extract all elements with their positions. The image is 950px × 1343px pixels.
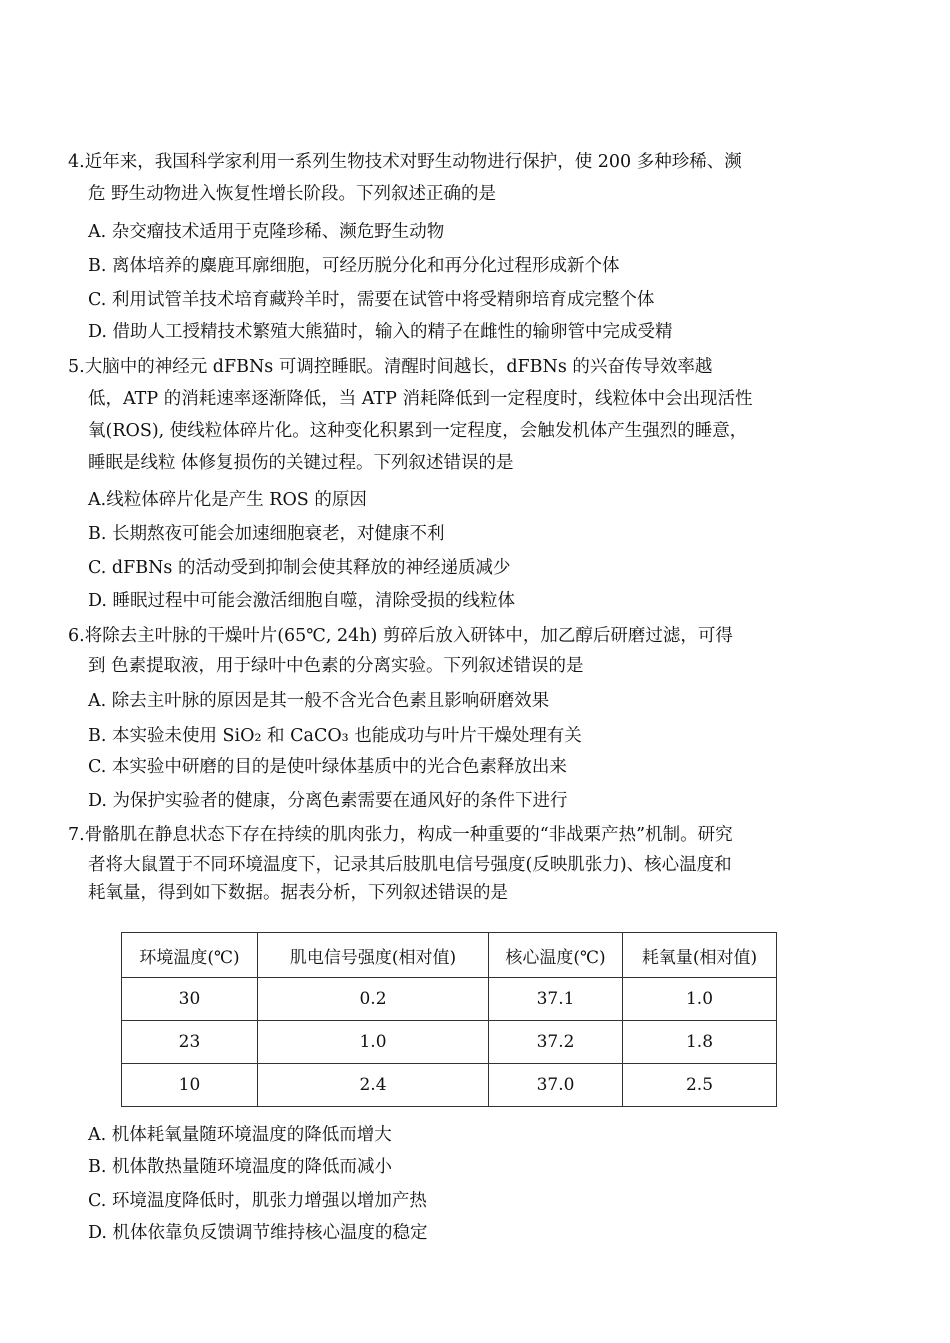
table-cell: 1.0 [623,978,777,1021]
table-cell: 1.8 [623,1021,777,1064]
option-d: D. 为保护实验者的健康，分离色素需要在通风好的条件下进行 [88,791,568,811]
option-b: B. 离体培养的麋鹿耳廓细胞，可经历脱分化和再分化过程形成新个体 [88,256,620,276]
question-stem-line: 7.骨骼肌在静息状态下存在持续的肌肉张力，构成一种重要的“非战栗产热”机制。研究 [68,825,733,845]
table-header-cell: 环境温度(℃) [122,933,258,978]
question-stem-line: 低，ATP 的消耗速率逐渐降低，当 ATP 消耗降低到一定程度时，线粒体中会出现活性 [88,389,753,409]
option-a: A. 杂交瘤技术适用于克隆珍稀、濒危野生动物 [88,222,445,242]
table-cell: 0.2 [258,978,489,1021]
table-cell: 10 [122,1064,258,1107]
table-cell: 30 [122,978,258,1021]
table-cell: 37.0 [489,1064,623,1107]
option-c: C. 利用试管羊技术培育藏羚羊时，需要在试管中将受精卵培育成完整个体 [88,290,655,310]
table-cell: 37.1 [489,978,623,1021]
table-row [122,1021,777,1064]
table-header-row [122,933,777,978]
question-stem-line: 氧(ROS), 使线粒体碎片化。这种变化积累到一定程度，会触发机体产生强烈的睡意， [88,421,748,441]
table-header-cell: 核心温度(℃) [489,933,623,978]
question-stem-line: 睡眠是线粒 体修复损伤的关键过程。下列叙述错误的是 [88,453,514,473]
table-cell: 2.4 [258,1064,489,1107]
table-cell: 1.0 [258,1021,489,1064]
question-stem-line: 5.大脑中的神经元 dFBNs 可调控睡眠。清醒时间越长，dFBNs 的兴奋传导效率越 [68,357,713,377]
data-table [121,932,777,1107]
question-stem-line: 者将大鼠置于不同环境温度下，记录其后肢肌电信号强度(反映肌张力)、核心温度和 [88,855,732,875]
option-d: D. 睡眠过程中可能会激活细胞自噬，清除受损的线粒体 [88,591,516,611]
option-d: D. 机体依靠负反馈调节维持核心温度的稳定 [88,1223,428,1243]
question-stem-line: 6.将除去主叶脉的干燥叶片(65℃, 24h) 剪碎后放入研钵中，加乙醇后研磨过滤，可得 [68,626,733,646]
table-row [122,1064,777,1107]
option-d: D. 借助人工授精技术繁殖大熊猫时，输入的精子在雌性的输卵管中完成受精 [88,322,673,342]
table-cell: 23 [122,1021,258,1064]
table-row [122,978,777,1021]
table-cell: 37.2 [489,1021,623,1064]
question-stem-line: 耗氧量，得到如下数据。据表分析，下列叙述错误的是 [88,883,508,903]
table-cell: 2.5 [623,1064,777,1107]
option-a: A. 除去主叶脉的原因是其一般不含光合色素且影响研磨效果 [88,691,550,711]
option-a: A. 机体耗氧量随环境温度的降低而增大 [88,1125,392,1145]
option-b: B. 本实验未使用 SiO₂ 和 CaCO₃ 也能成功与叶片干燥处理有关 [88,726,582,746]
option-c: C. 本实验中研磨的目的是使叶绿体基质中的光合色素释放出来 [88,757,567,777]
option-b: B. 长期熬夜可能会加速细胞衰老，对健康不利 [88,524,445,544]
question-stem-line: 危 野生动物进入恢复性增长阶段。下列叙述正确的是 [88,184,497,204]
option-a: A.线粒体碎片化是产生 ROS 的原因 [88,490,367,510]
option-b: B. 机体散热量随环境温度的降低而减小 [88,1157,392,1177]
question-stem-line: 4.近年来，我国科学家利用一系列生物技术对野生动物进行保护，使 200 多种珍稀、濒 [68,152,742,172]
table-header-cell: 肌电信号强度(相对值) [258,933,489,978]
table-header-cell: 耗氧量(相对值) [623,933,777,978]
question-stem-line: 到 色素提取液，用于绿叶中色素的分离实验。下列叙述错误的是 [88,656,584,676]
option-c: C. dFBNs 的活动受到抑制会使其释放的神经递质减少 [88,558,511,578]
option-c: C. 环境温度降低时，肌张力增强以增加产热 [88,1191,427,1211]
